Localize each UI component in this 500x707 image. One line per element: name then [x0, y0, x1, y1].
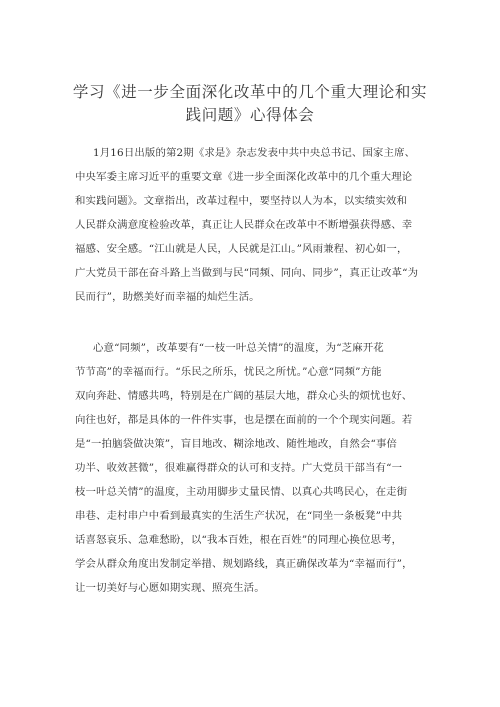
- paragraph-1-line-1: 1月16日出版的第2期《求是》杂志发表中共中央总书记、国家主席、: [93, 147, 416, 159]
- paragraph-1-line-7: 民而行”，助燃美好而幸福的灿烂生活。: [75, 291, 260, 303]
- paragraph-2-line-2: 节节高”的幸福而行。“乐民之所乐，忧民之所忧。”心意“同频”方能: [75, 366, 382, 378]
- paragraph-2-line-4: 向往也好，都是具体的一件件实事，也是摆在面前的一个个现实问题。若: [75, 414, 413, 426]
- paragraph-2-line-9: 话喜怒哀乐、急难愁盼，以“我本百姓，根在百姓”的同理心换位思考，: [75, 534, 403, 546]
- paragraph-2-line-1: 心意“同频”，改革要有“一枝一叶总关情”的温度，为“芝麻开花: [93, 342, 384, 354]
- paragraph-2-line-3: 双向奔赴、情感共鸣，特别是在广阔的基层大地，群众心头的烦忧也好、: [75, 390, 413, 402]
- paragraph-1-line-6: 广大党员干部在奋斗路上当做到与民“同频、同向、同步”，真正让改革“为: [75, 267, 419, 279]
- paragraph-2-line-7: 枝一叶总关情”的温度，主动用脚步丈量民情、以真心共鸣民心，在走街: [75, 486, 408, 498]
- document-title-line-1: 学习《进一步全面深化改革中的几个重大理论和实: [72, 83, 428, 101]
- paragraph-2-line-5: 是“一拍脑袋做决策”，盲目地改、糊涂地改、随性地改，自然会“事倍: [75, 438, 398, 450]
- paragraph-1-line-5: 福感、安全感。“江山就是人民，人民就是江山。”风雨兼程、初心如一，: [75, 243, 408, 255]
- paragraph-2-line-8: 串巷、走村串户中看到最真实的生活生产状况，在“同坐一条板凳”中共: [75, 510, 403, 522]
- paragraph-2-line-10: 学会从群众角度出发制定举措、规划路线，真正确保改革为“幸福而行”，: [75, 558, 413, 570]
- paragraph-1-line-3: 和实践问题》。文章指出，改革过程中，要坚持以人为本，以实绩实效和: [75, 195, 408, 207]
- paragraph-1-line-2: 中央军委主席习近平的重要文章《进一步全面深化改革中的几个重大理论: [75, 171, 413, 183]
- paragraph-2-line-11: 让一切美好与心愿如期实现、照亮生活。: [75, 582, 265, 594]
- paragraph-1-line-4: 人民群众满意度检验改革，真正让人民群众在改革中不断增强获得感、幸: [75, 219, 413, 231]
- paragraph-2-line-6: 功半、收效甚微”，很难赢得群众的认可和支持。广大党员干部当有“一: [75, 462, 403, 474]
- document-title-line-2: 践问题》心得体会: [185, 106, 315, 124]
